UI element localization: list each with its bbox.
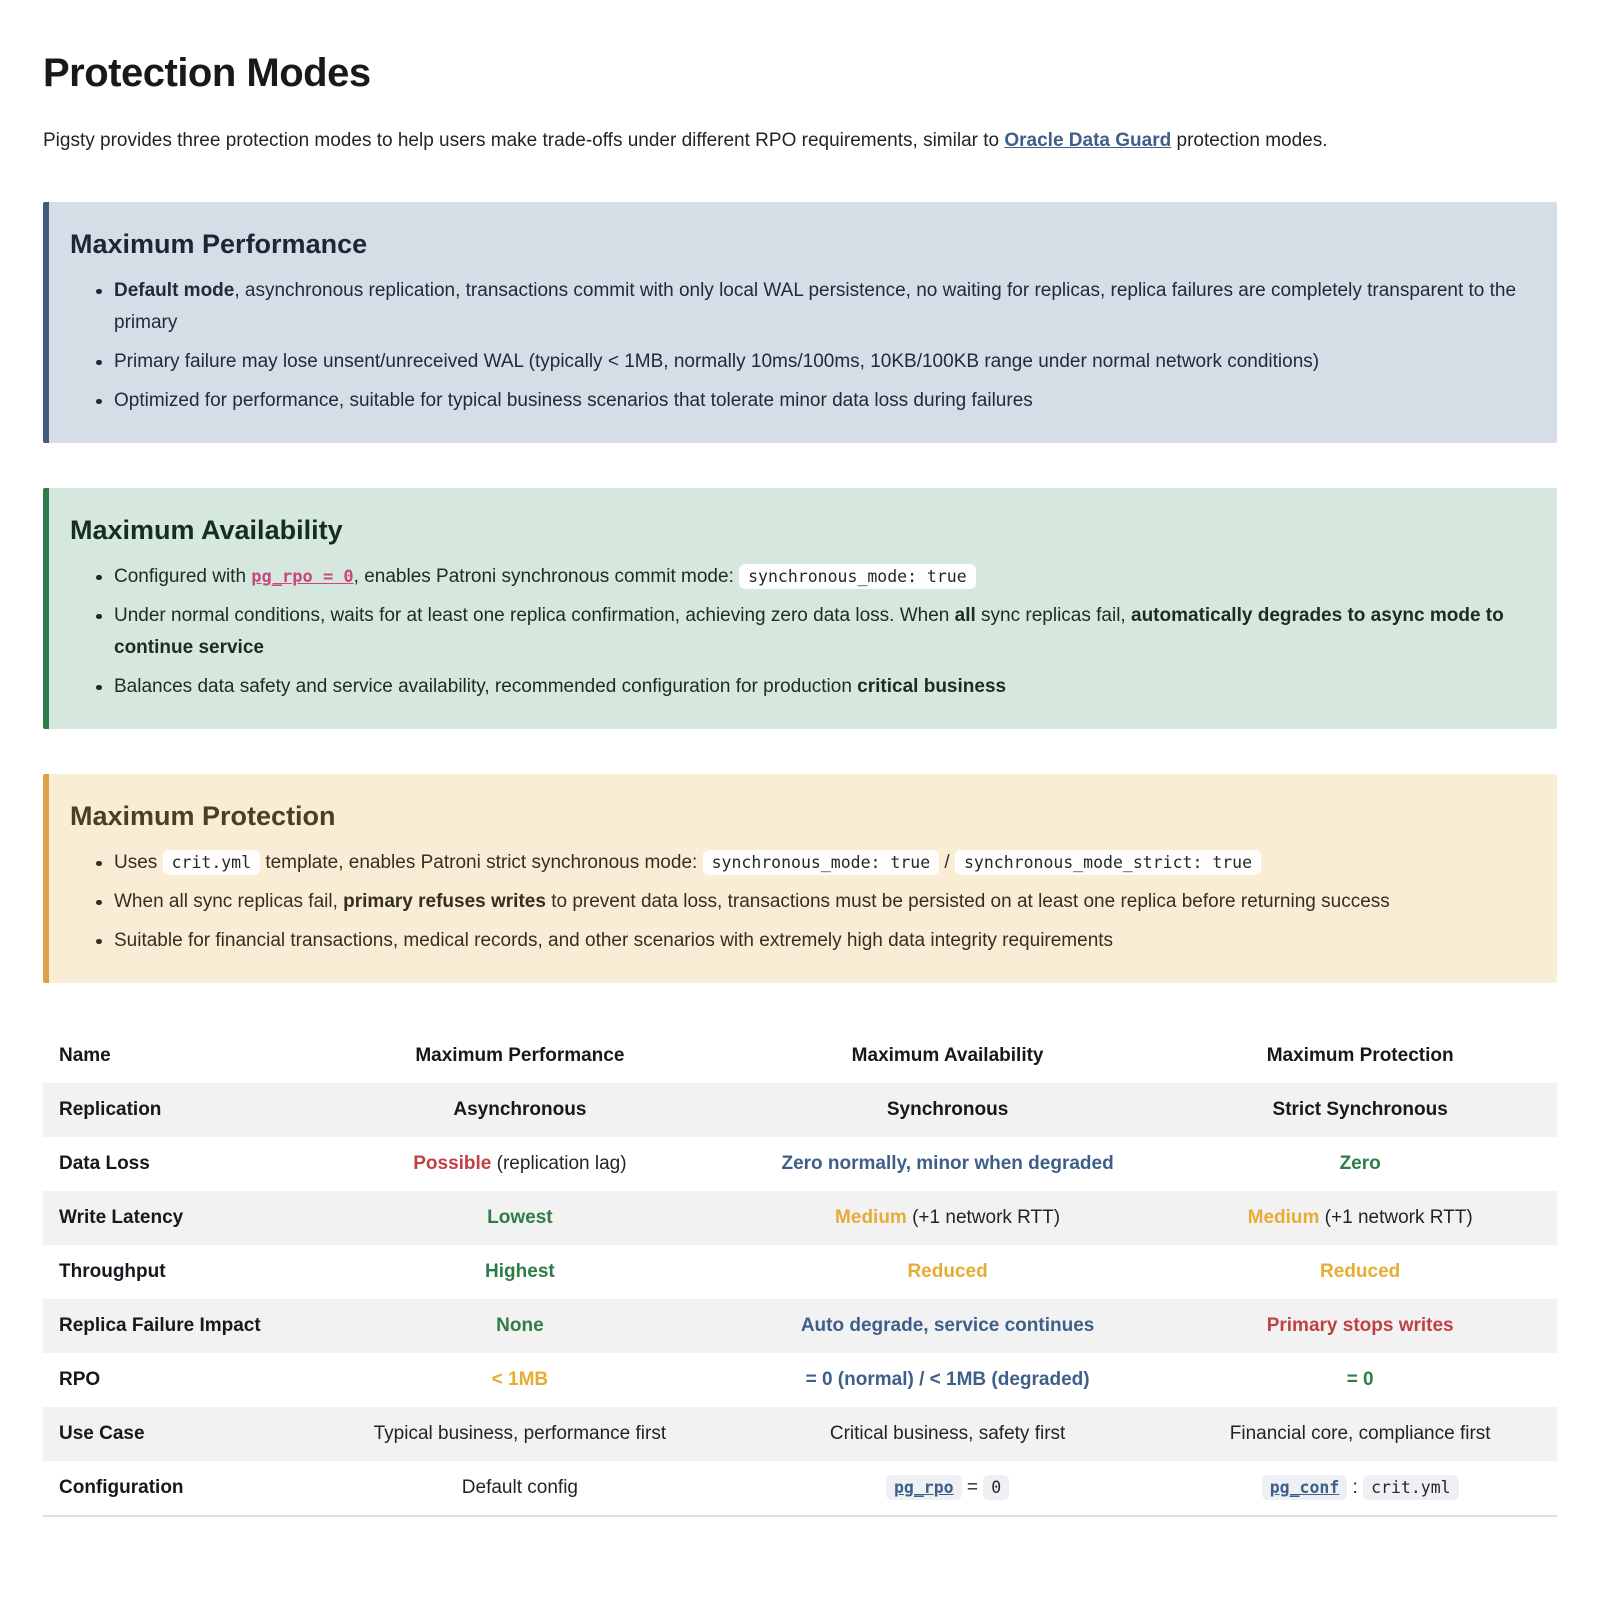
intro-paragraph (43, 124, 1557, 157)
table-row-configuration (43, 1461, 1557, 1516)
table-cell (308, 1407, 732, 1461)
text-segment: When all sync replicas fail, (114, 891, 344, 912)
text-segment: , enables Patroni synchronous commit mode: (353, 566, 740, 587)
text-segment: sync replicas fail, (975, 605, 1131, 626)
bullet-item (114, 925, 1525, 957)
column-header-maximum-protection: Maximum Protection (1266, 1045, 1454, 1066)
text-segment: (+1 network RTT) (906, 1207, 1061, 1228)
text-segment: Default mode (114, 280, 235, 301)
text-segment: Suitable for financial transactions, medical records, and other scenarios with extremely high data integrity requirements (114, 930, 1114, 951)
column-header-maximum-availability: Maximum Availability (851, 1045, 1044, 1066)
callout-maximum-protection (43, 774, 1557, 983)
table-cell (732, 1083, 1163, 1137)
column-header-maximum-performance: Maximum Performance (415, 1045, 625, 1066)
oracle-data-guard-link[interactable]: Oracle Data Guard (1004, 130, 1172, 151)
text-segment: Reduced (1320, 1261, 1401, 1282)
callout-title: Maximum Protection (70, 801, 336, 831)
row-label: RPO (59, 1369, 101, 1390)
table-cell (1163, 1299, 1557, 1353)
bullet-item (114, 385, 1525, 417)
text-segment: , asynchronous replication, transactions commit with only local WAL persistence, no waiting for replicas, replica failures are completely transparent to the primary (114, 280, 1517, 333)
text-segment: Critical business, safety first (829, 1423, 1066, 1444)
row-label: Write Latency (59, 1207, 184, 1228)
table-cell (308, 1461, 732, 1516)
row-label: Replica Failure Impact (59, 1315, 261, 1336)
text-segment: Zero (1339, 1153, 1381, 1174)
table-row-use-case (43, 1407, 1557, 1461)
text-segment: Default config (461, 1477, 578, 1498)
text-segment: primary refuses writes (343, 891, 546, 912)
bullet-item (114, 346, 1525, 378)
code-chip: crit.yml (1363, 1475, 1458, 1500)
table-cell (308, 1137, 732, 1191)
text-segment: to prevent data loss, transactions must be persisted on at least one replica before returning success (545, 891, 1390, 912)
text-segment: all (954, 605, 976, 626)
table-cell (1163, 1083, 1557, 1137)
table-cell (308, 1245, 732, 1299)
callout-maximum-availability (43, 488, 1557, 729)
table-cell (732, 1353, 1163, 1407)
row-label: Throughput (59, 1261, 166, 1282)
text-segment: Uses (114, 852, 163, 873)
table-cell (1163, 1245, 1557, 1299)
table-row-write-latency (43, 1191, 1557, 1245)
table-cell (1163, 1191, 1557, 1245)
table-cell (308, 1299, 732, 1353)
callout-title: Maximum Availability (70, 515, 343, 545)
table-cell (1163, 1137, 1557, 1191)
table-row-data-loss (43, 1137, 1557, 1191)
bullet-item (114, 561, 1525, 593)
bullet-item (114, 847, 1525, 879)
row-label: Use Case (59, 1423, 145, 1444)
text-segment: automatically degrades to async mode to continue service (114, 605, 1504, 658)
text-segment: = (961, 1477, 984, 1498)
text-segment: Configured with (114, 566, 252, 587)
text-segment: Zero normally, minor when degraded (781, 1153, 1114, 1174)
text-segment: None (496, 1315, 544, 1336)
text-segment: = 0 (normal) / < 1MB (degraded) (805, 1369, 1090, 1390)
code-chip: synchronous_mode: true (703, 850, 940, 875)
table-cell (308, 1191, 732, 1245)
text-segment: Optimized for performance, suitable for typical business scenarios that tolerate minor data loss during failures (114, 390, 1033, 411)
table-row-throughput (43, 1245, 1557, 1299)
text-segment: : (1347, 1477, 1364, 1498)
code-chip: crit.yml (163, 850, 260, 875)
text-segment: (replication lag) (491, 1153, 627, 1174)
code-chip: synchronous_mode: true (739, 564, 976, 589)
code-chip: synchronous_mode_strict: true (955, 850, 1261, 875)
protection-modes-table (43, 1029, 1557, 1517)
text-segment: Highest (485, 1261, 555, 1282)
callout-bullet-list (70, 275, 1529, 417)
callout-maximum-performance (43, 202, 1557, 443)
table-row-rpo (43, 1353, 1557, 1407)
text-segment: Asynchronous (453, 1099, 587, 1120)
table-row-replication (43, 1083, 1557, 1137)
callout-bullet-list (70, 847, 1529, 957)
text-segment: Under normal conditions, waits for at least one replica confirmation, achieving zero data loss. When (114, 605, 955, 626)
row-label: Data Loss (59, 1153, 150, 1174)
text-segment: < 1MB (491, 1369, 549, 1390)
table-cell (1163, 1461, 1557, 1516)
text-segment: Strict Synchronous (1272, 1099, 1448, 1120)
callout-title: Maximum Performance (70, 229, 368, 259)
table-row-replica-failure-impact (43, 1299, 1557, 1353)
code-link[interactable]: pg_conf (1262, 1475, 1348, 1500)
text-segment: Auto degrade, service continues (800, 1315, 1095, 1336)
text-segment: Synchronous (886, 1099, 1009, 1120)
text-segment: Reduced (907, 1261, 988, 1282)
table-cell (732, 1245, 1163, 1299)
intro-text-before: Pigsty provides three protection modes to help users make trade-offs under different RPO requirements, similar to (43, 130, 1005, 151)
table-header-row (43, 1029, 1557, 1083)
row-label: Replication (59, 1099, 162, 1120)
bullet-item (114, 600, 1525, 664)
text-segment: Balances data safety and service availability, recommended configuration for production (114, 676, 858, 697)
code-link[interactable]: pg_rpo (886, 1475, 962, 1500)
text-segment: template, enables Patroni strict synchronous mode: (260, 852, 703, 873)
text-segment: Medium (1247, 1207, 1320, 1228)
text-segment: / (939, 852, 955, 873)
table-cell (1163, 1407, 1557, 1461)
table-cell (732, 1191, 1163, 1245)
text-segment: Medium (835, 1207, 907, 1228)
table-cell (308, 1083, 732, 1137)
code-chip: 0 (983, 1475, 1009, 1500)
table-cell (732, 1137, 1163, 1191)
bullet-item (114, 886, 1525, 918)
text-segment: Primary failure may lose unsent/unreceived WAL (typically < 1MB, normally 10ms/100ms, 10KB/100KB range under normal network conditions) (114, 351, 1320, 372)
table-cell (308, 1353, 732, 1407)
table-cell (732, 1461, 1163, 1516)
table-cell (732, 1407, 1163, 1461)
intro-text-after: protection modes. (1171, 130, 1328, 151)
column-header-name: Name (59, 1045, 111, 1066)
bullet-item (114, 671, 1525, 703)
table-cell (732, 1299, 1163, 1353)
code-link[interactable]: pg_rpo = 0 (251, 567, 354, 587)
row-label: Configuration (59, 1477, 184, 1498)
text-segment: Lowest (487, 1207, 553, 1228)
text-segment: Financial core, compliance first (1229, 1423, 1491, 1444)
text-segment: (+1 network RTT) (1319, 1207, 1473, 1228)
bullet-item (114, 275, 1525, 339)
text-segment: Typical business, performance first (373, 1423, 667, 1444)
text-segment: Primary stops writes (1266, 1315, 1454, 1336)
callout-bullet-list (70, 561, 1529, 703)
table-cell (1163, 1353, 1557, 1407)
text-segment: critical business (857, 676, 1007, 697)
page-title: Protection Modes (43, 51, 371, 95)
text-segment: = 0 (1346, 1369, 1374, 1390)
text-segment: Possible (413, 1153, 492, 1174)
